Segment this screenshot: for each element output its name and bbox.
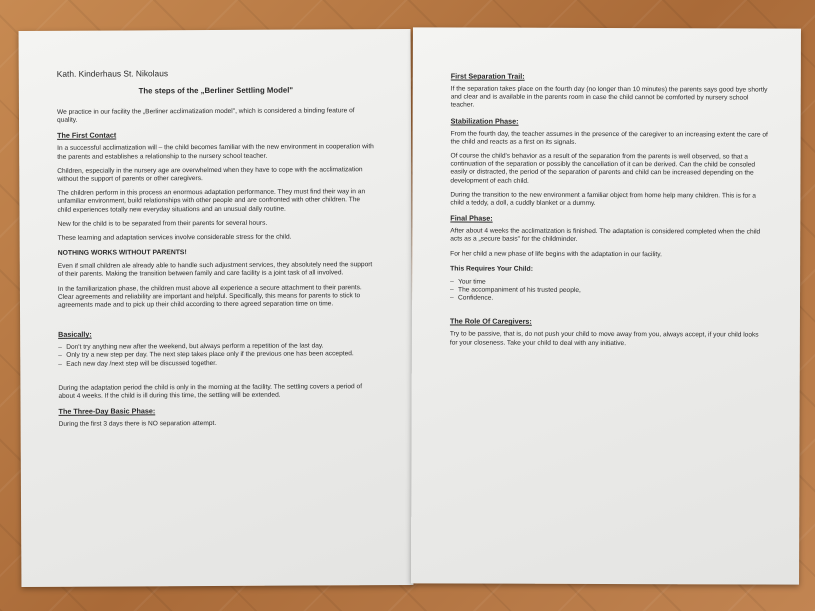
basically-list: [58, 342, 376, 368]
three-day-heading: The Three-Day Basic Phase:: [58, 406, 156, 417]
list-item: – Only try a new step per day. The next step takes place only if the previous one has been accepted.: [58, 351, 376, 361]
adaptation-period-paragraph: During the adaptation period the child is only in the morning at the facility. The settling covers a period of about 4 weeks. If the child is ill during this time, the settling will be extended.: [58, 383, 363, 400]
first-contact-paragraph: Children, especially in the nursery age are overwhelmed when they have to cope with the acclimatization without the support of parents or other caregivers.: [57, 166, 363, 183]
nothing-works-heading: NOTHING WORKS WITHOUT PARENTS!: [57, 249, 187, 258]
basically-heading: Basically:: [58, 329, 92, 340]
stabilization-paragraph: From the fourth day, the teacher assumes in the presence of the caregiver to an increasing extent the care of the child and reacts as a first on its signals.: [450, 130, 768, 146]
requires-heading: This Requires Your Child:: [450, 265, 533, 273]
stabilization-paragraph: During the transition to the new environment a familiar object from home help many children. This is for a child a teddy, a doll, a cuddly blanket or a dummy.: [450, 191, 756, 207]
requires-list: [450, 278, 768, 304]
right-page-content: [450, 67, 769, 354]
stabilization-paragraph: Of course the child's behavior as a result of the separation from the parents is well observed, so that a continuation of the separation or possibly the cancellation of it can be derived. Can the child be consoled easily or distracted, the period of the separation of parents and child can be increased depending on the development of each child.: [450, 152, 756, 185]
intro-paragraph: We practice in our facility the „Berliner acclimatization model", which is considered a binding feature of quality.: [56, 107, 355, 125]
first-separation-heading: First Separation Trail:: [450, 71, 525, 81]
final-phase-heading: Final Phase:: [450, 213, 493, 223]
list-item: – Each new day /next step will be discussed together.: [58, 359, 376, 369]
document-title: The steps of the „Berliner Settling Model": [138, 85, 294, 96]
list-item: – The accompaniment of his trusted people,: [450, 287, 768, 296]
nothing-works-paragraph: In the familiarization phase, the children must above all experience a secure attachment to their parents. Clear agreements and reliability are important and helpful. Specifically, this means for parents to stick to agreements made and to pick up their child according to there agreed separation time on time.: [57, 283, 362, 309]
first-separation-paragraph: If the separation takes place on the fourth day (no longer than 10 minutes) the parents says good bye shortly and clear and is available in the parents room in case the child cannot be comforted by nursery school teacher.: [450, 85, 768, 109]
first-contact-paragraph: The children perform in this process an enormous adaptation performance. They must find their way in an unfamiliar environment, build relationships with other people and are confronted with other children. The child experiences totally new everyday situations and an unusual daily routine.: [57, 188, 366, 214]
final-phase-paragraph: After about 4 weeks the acclimatization is finished. The adaptation is considered completed when the child acts as a „secure basis" for the childminder.: [450, 227, 761, 244]
list-item: – Don't try anything new after the weekend, but always perform a repetition of the last day.: [58, 342, 376, 352]
three-day-paragraph: During the first 3 days there is NO separation attempt.: [58, 420, 217, 429]
caregivers-paragraph: Try to be passive, that is, do not push your child to move away from you, always accept, if your child looks for your closeness. Take your child to deal with any initiative.: [449, 330, 759, 347]
list-item: – Your time: [450, 278, 768, 287]
caregivers-heading: The Role Of Caregivers:: [449, 316, 532, 327]
left-page: [19, 29, 414, 587]
final-phase-paragraph: For her child a new phase of life begins with the adaptation in our facility.: [450, 250, 662, 258]
first-contact-paragraph: In a successful acclimatization will – the child becomes familiar with the new environment in cooperation with the parents and establishes a relationship to the nursery school teacher.: [57, 143, 374, 161]
list-item: – Confidence.: [450, 295, 768, 304]
first-contact-heading: The First Contact: [57, 130, 117, 141]
stabilization-heading: Stabilization Phase:: [450, 116, 519, 126]
first-contact-paragraph: These learning and adaptation services involve considerable stress for the child.: [57, 233, 292, 242]
left-page-content: [57, 67, 377, 435]
organization-name: Kath. Kinderhaus St. Nikolaus: [56, 68, 169, 79]
nothing-works-paragraph: Even if small children ale already able to handle such adjustment services, they absolutely need the support of their parents. Making the transition between family and care facility is a joint task of all involved.: [57, 261, 373, 279]
first-contact-paragraph: New for the child is to be separated from their parents for several hours.: [57, 219, 268, 228]
right-page: [411, 27, 801, 584]
